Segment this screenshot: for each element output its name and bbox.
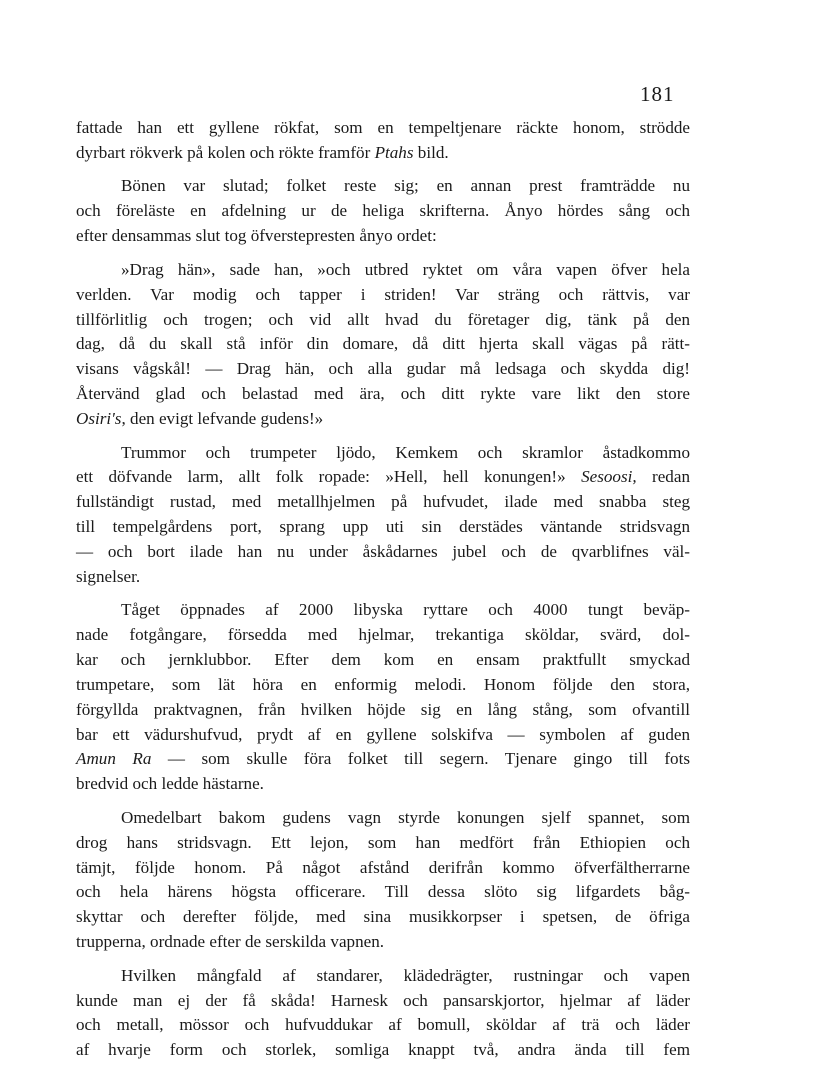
text-line [76, 880, 690, 905]
text-segment: ett döfvande larm, allt folk ropade: »Hell, hell konungen!» [76, 467, 582, 487]
italic-text: Osiri's [76, 408, 122, 428]
text-line [76, 648, 690, 673]
text-segment: bild. [413, 142, 449, 162]
text-line [76, 490, 690, 515]
text-segment: Bönen var slutad; folket reste sig; en annan prest framträdde nu [121, 176, 690, 196]
text-line [76, 565, 690, 590]
text-segment: drog hans stridsvagn. Ett lejon, som han medfört från Ethiopien och [76, 832, 690, 852]
text-segment: Hvilken mångfald af standarer, klädedrägter, rustningar och vapen [121, 965, 690, 985]
paragraph [76, 806, 690, 955]
text-segment: och föreläste en afdelning ur de heliga skrifterna. Ånyo hördes sång och [76, 201, 690, 221]
text-line [76, 224, 690, 249]
text-line [76, 407, 690, 432]
text-line [76, 515, 690, 540]
text-segment: kar och jernklubbor. Efter dem kom en ensam praktfullt smyckad [76, 650, 690, 670]
text-segment: efter densammas slut tog öfverstepresten ånyo ordet: [76, 226, 437, 246]
page-number: 181 [640, 82, 675, 106]
text-line [76, 989, 690, 1014]
text-segment: och metall, mössor och hufvuddukar af bomull, sköldar af trä och läder [76, 1015, 690, 1035]
text-line [76, 806, 690, 831]
text-line [76, 258, 690, 283]
text-segment: nade fotgångare, försedda med hjelmar, trekantiga sköldar, svärd, dol- [76, 625, 690, 645]
text-segment: kunde man ej der få skåda! Harnesk och pansarskjortor, hjelmar af läder [76, 990, 690, 1010]
text-segment: bredvid och ledde hästarne. [76, 774, 264, 794]
text-segment: Trummor och trumpeter ljödo, Kemkem och skramlor åstadkommo [121, 442, 690, 462]
text-segment: skyttar och derefter följde, med sina musikkorpser i spetsen, de öfriga [76, 907, 690, 927]
text-line [76, 723, 690, 748]
paragraph [76, 441, 690, 590]
paragraph [76, 174, 690, 249]
italic-text: Ptahs [374, 142, 414, 162]
text-line [76, 905, 690, 930]
text-segment: af hvarje form och storlek, somliga knappt två, andra ända till fem [76, 1040, 690, 1060]
text-segment: signelser. [76, 566, 141, 586]
text-segment: Omedelbart bakom gudens vagn styrde konungen sjelf spannet, som [121, 807, 690, 827]
text-line [76, 930, 690, 955]
text-segment: förgyllda praktvagnen, från hvilken höjde sig en lång stång, som ofvantill [76, 699, 690, 719]
text-segment: dyrbart rökverk på kolen och rökte framför [76, 142, 375, 162]
paragraph [76, 964, 690, 1063]
body-text [76, 116, 690, 1063]
text-line [76, 141, 690, 166]
text-segment: fattade han ett gyllene rökfat, som en tempeltjenare räckte honom, strödde [76, 118, 690, 137]
text-segment: — som skulle föra folket till segern. Tjenare gingo till fots [151, 749, 690, 769]
text-line [76, 673, 690, 698]
paragraph [76, 598, 690, 797]
text-line [76, 465, 690, 490]
text-segment: trupperna, ordnade efter de serskilda vapnen. [76, 932, 385, 952]
text-line [76, 174, 690, 199]
text-line [76, 308, 690, 333]
text-segment: fullständigt rustad, med metallhjelmen på hufvudet, ilade med snabba steg [76, 492, 690, 512]
text-line [76, 357, 690, 382]
text-line [76, 598, 690, 623]
text-segment: , den evigt lefvande gudens!» [121, 408, 324, 428]
italic-text: Amun Ra [76, 749, 152, 769]
text-line [76, 698, 690, 723]
text-segment: verlden. Var modig och tapper i striden! Var sträng och rättvis, var [76, 284, 690, 304]
text-segment: och hela härens högsta officerare. Till dessa slöto sig lifgardets båg- [76, 882, 690, 902]
text-line [76, 283, 690, 308]
text-line [76, 199, 690, 224]
text-line [76, 116, 690, 141]
text-line [76, 856, 690, 881]
text-line [76, 1038, 690, 1063]
text-segment: »Drag hän», sade han, »och utbred ryktet om våra vapen öfver hela [121, 259, 690, 279]
text-line [76, 441, 690, 466]
text-line [76, 332, 690, 357]
text-segment: dag, då du skall stå inför din domare, då ditt hjerta skall vägas på rätt- [76, 334, 690, 354]
text-line [76, 772, 690, 797]
text-line [76, 964, 690, 989]
text-line [76, 540, 690, 565]
text-segment: trumpetare, som lät höra en enformig melodi. Honom följde den stora, [76, 674, 690, 694]
text-line [76, 747, 690, 772]
text-segment: Återvänd glad och belastad med ära, och ditt rykte vare likt den store [76, 384, 690, 404]
text-segment: redan [636, 467, 690, 487]
paragraph [76, 116, 690, 166]
text-segment: Tåget öppnades af 2000 libyska ryttare och 4000 tungt beväp- [121, 600, 690, 620]
text-segment: till tempelgårdens port, sprang upp uti sin derstädes väntande stridsvagn [76, 517, 690, 537]
text-segment: tämjt, följde honom. På något afstånd derifrån kommo öfverfältherrarne [76, 857, 690, 877]
text-segment: visans vågskål! — Drag hän, och alla gudar må ledsaga och skydda dig! [76, 359, 690, 379]
text-line [76, 831, 690, 856]
text-line [76, 382, 690, 407]
paragraph [76, 258, 690, 432]
text-line [76, 623, 690, 648]
text-segment: — och bort ilade han nu under åskådarnes jubel och de qvarblifnes väl- [76, 541, 690, 561]
italic-text: Sesoosi, [581, 467, 637, 487]
text-segment: tillförlitlig och trogen; och vid allt hvad du företager dig, tänk på den [76, 309, 690, 329]
text-line [76, 1013, 690, 1038]
text-segment: bar ett vädurshufvud, prydt af en gyllene solskifva — symbolen af guden [76, 724, 690, 744]
